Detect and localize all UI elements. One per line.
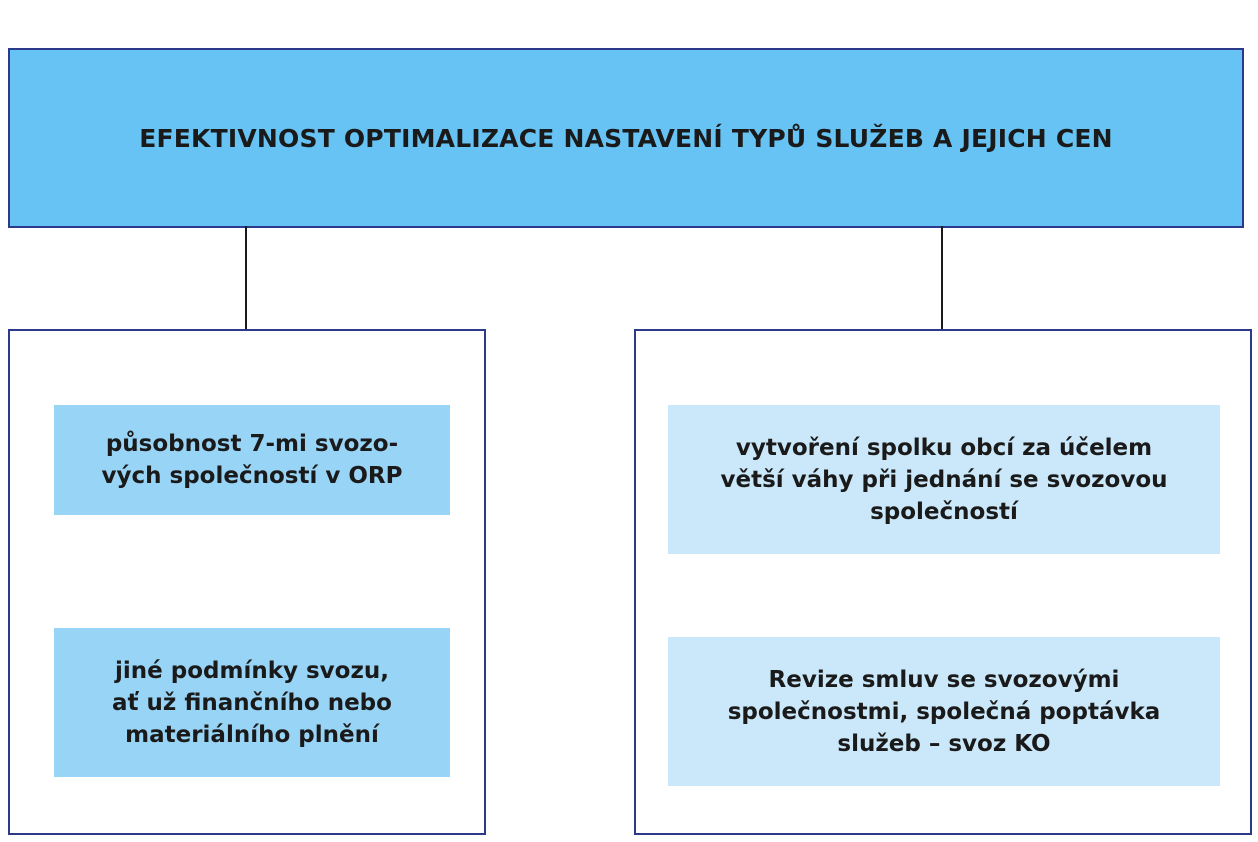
diagram-title-box	[8, 48, 1244, 228]
left-item-conditions-line-1: jiné podmínky svozu,	[115, 657, 389, 684]
connector-right	[941, 226, 943, 330]
connector-left	[245, 226, 247, 330]
right-branch-panel	[634, 329, 1252, 835]
left-item-conditions	[54, 628, 450, 777]
diagram-title: EFEKTIVNOST OPTIMALIZACE NASTAVENÍ TYPŮ SLUŽEB A JEJICH CEN	[139, 123, 1113, 153]
left-branch-panel	[8, 329, 486, 835]
right-item-contracts-line-3: služeb – svoz KO	[837, 730, 1051, 757]
right-item-association-line-3: společností	[870, 498, 1018, 525]
right-item-association	[668, 405, 1220, 554]
left-item-conditions-line-3: materiálního plnění	[125, 721, 379, 748]
right-item-contracts	[668, 637, 1220, 786]
left-item-operators-line-1: působnost 7-mi svozo-	[105, 431, 399, 457]
right-item-association-line-2: větší váhy při jednání se svozovou	[720, 466, 1168, 493]
right-item-contracts-line-1: Revize smluv se svozovými	[768, 666, 1120, 693]
left-item-operators-line-2: vých společností v ORP	[101, 463, 403, 489]
right-item-association-line-1: vytvoření spolku obcí za účelem	[735, 434, 1153, 461]
left-item-conditions-line-2: ať už finančního nebo	[112, 689, 392, 716]
right-item-contracts-line-2: společnostmi, společná poptávka	[727, 698, 1161, 725]
left-item-operators	[54, 405, 450, 515]
